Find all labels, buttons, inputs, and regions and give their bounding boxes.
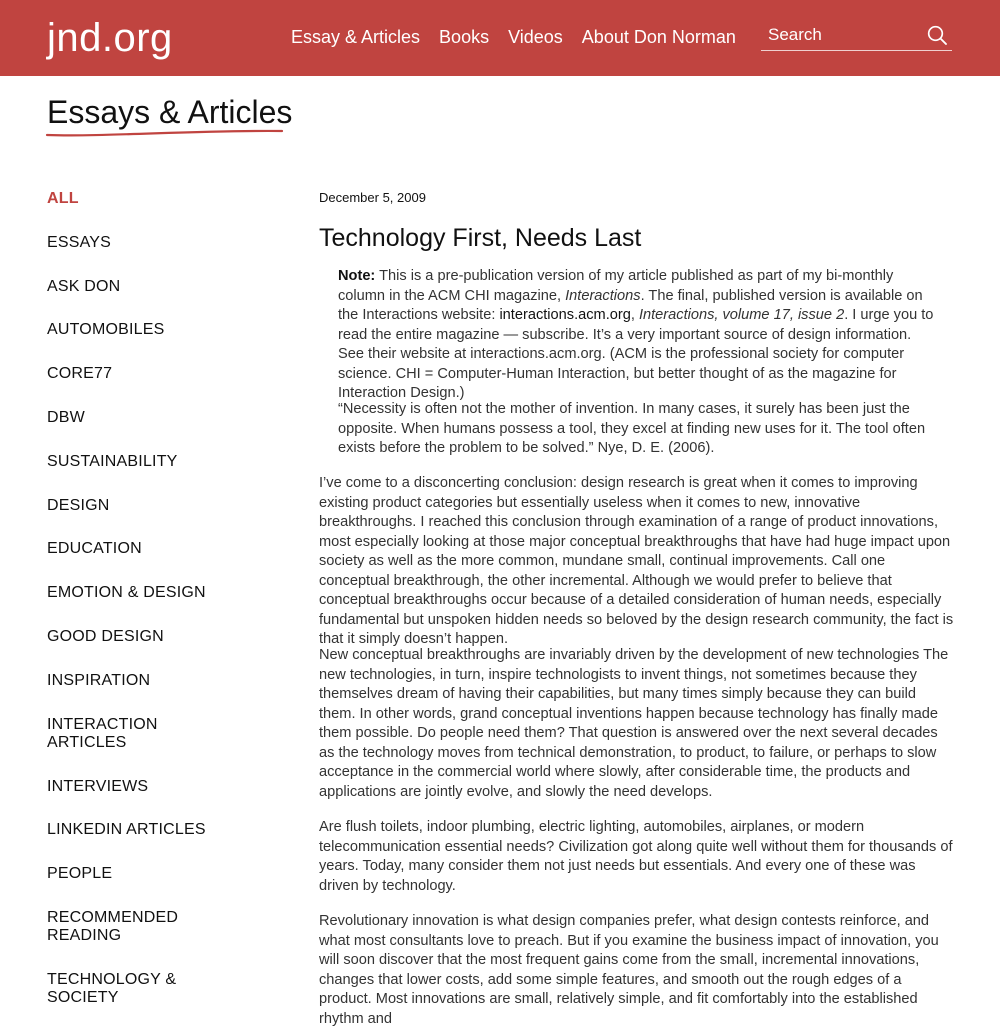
issue-reference: Interactions, volume 17, issue 2 xyxy=(638,307,845,323)
sidebar-item-label: INTERACTION xyxy=(47,715,158,733)
title-underline xyxy=(45,126,285,140)
search-input[interactable] xyxy=(768,21,918,49)
sidebar-item-education[interactable] xyxy=(47,540,142,558)
interactions-link[interactable]: interactions.acm.org xyxy=(499,307,631,323)
search-icon[interactable] xyxy=(926,24,948,46)
sidebar-item-good-design[interactable] xyxy=(47,628,164,646)
sidebar-item-essays[interactable] xyxy=(47,234,111,252)
sidebar-item-emotion-and-design[interactable] xyxy=(47,584,206,602)
sidebar-item-core77[interactable] xyxy=(47,365,112,383)
article-paragraph: New conceptual breakthroughs are invariably driven by the development of new technologies The new technologies, in turn, inspire technologists to invent things, not sometimes because they themselves dream of having their capabilities, but many times simply because they can build them. In other words, grand conceptual inventions happen because technology has finally made them possible. Do people need them? That question is answered over the next several decades as the technology moves from technical demonstration, to product, to failure, or perhaps to slow acceptance in the commercial world where slowly, after considerable time, the products and applications are jointly evolve, and slowly the need develops. xyxy=(319,647,949,800)
site-logo[interactable]: jnd.org xyxy=(47,16,173,60)
sidebar-item-label: DBW xyxy=(47,409,85,426)
article-title: Technology First, Needs Last xyxy=(319,224,642,252)
nav-books[interactable]: Books xyxy=(439,27,490,47)
sidebar-item-ask-don[interactable] xyxy=(47,278,120,296)
sidebar-item-label: READING xyxy=(47,927,122,944)
sidebar-item-technology-and-society[interactable] xyxy=(47,971,176,1007)
sidebar-item-interviews[interactable] xyxy=(47,778,148,796)
page-title: Essays & Articles xyxy=(47,94,293,130)
article-date: December 5, 2009 xyxy=(319,190,426,205)
note-text: This is a pre-publication version of my article published as part of my bi-monthly column in the ACM CHI magazine, xyxy=(338,268,894,304)
nav-videos[interactable]: Videos xyxy=(508,27,563,47)
search-box xyxy=(761,21,952,51)
sidebar-item-label: RECOMMENDED xyxy=(47,909,179,926)
sidebar-item-all[interactable] xyxy=(47,190,79,208)
site-header xyxy=(0,0,1000,76)
nav-about[interactable]: About Don Norman xyxy=(581,27,736,47)
note-text: . The final, published version is available on the Interactions website: xyxy=(338,287,923,323)
main-nav xyxy=(291,24,736,50)
article-paragraph: I’ve come to a disconcerting conclusion: design research is great when it comes to improving existing product categories but essentially useless when it comes to new, innovative breakthroughs. I reached this conclusion through examination of a range of product innovations, most especially looking at those major conceptual breakthroughs that have had huge impact upon society as well as the more common, mundane small, continual improvements. Call one conceptual breakthrough, the other incremental. Although we would prefer to believe that conceptual breakthroughs occur because of a detailed consideration of human needs, especially fundamental but unspoken hidden needs so beloved by the design research community, the fact is that it simply doesn’t happen. xyxy=(319,475,954,647)
note-text: . I urge you to read the entire magazine — subscribe. It’s a very important source of design information. See their website at interactions.acm.org. (ACM is the professional society for computer science. CHI = Computer-Human Interaction, but better thought of as the magazine for Interaction Design.) xyxy=(338,307,934,401)
article-paragraph: Are flush toilets, indoor plumbing, electric lighting, automobiles, airplanes, or modern telecommunication essential needs? Civilization got along quite well without them for thousands of years. Today, many consider them not just needs but essentials. And every one of these was driven by technology. xyxy=(319,819,953,894)
sidebar-item-label: DESIGN xyxy=(47,496,110,514)
sidebar-item-label: AUTOMOBILES xyxy=(47,321,165,339)
sidebar-item-automobiles[interactable] xyxy=(47,321,165,339)
sidebar-item-dbw[interactable] xyxy=(47,409,85,427)
magazine-name: Interactions xyxy=(565,287,641,304)
sidebar-item-label: ASK DON xyxy=(47,277,121,295)
sidebar-item-design[interactable] xyxy=(47,497,110,515)
sidebar-item-people[interactable] xyxy=(47,865,112,883)
sidebar-item-label: INTERVIEWS xyxy=(47,777,149,795)
sidebar-item-label: TECHNOLOGY & xyxy=(47,971,177,988)
sidebar-item-label: ARTICLES xyxy=(47,733,127,751)
nav-essays-articles[interactable]: Essay & Articles xyxy=(291,27,421,47)
epigraph-quote: “Necessity is often not the mother of invention. In many cases, it surely has been just the opposite. When humans possess a tool, they excel at finding new uses for it. The tool often exists before the problem to be solved.” Nye, D. E. (2006). xyxy=(338,401,926,456)
sidebar-item-label: EDUCATION xyxy=(47,540,142,558)
sidebar-item-label: SOCIETY xyxy=(47,989,119,1006)
article-paragraph: Revolutionary innovation is what design companies prefer, what design contests reinforce, and what most consultants love to preach. But if you examine the business impact of innovation, you will soon discover that the most frequent gains come from the small, incremental innovations, changes that lower costs, add some simple features, and smooth out the rough edges of a product. Most innovations are small, relatively simple, and fit comfortably into the established rhythm and xyxy=(319,913,939,1027)
sidebar-item-label: GOOD DESIGN xyxy=(47,628,164,645)
sidebar-item-sustainability[interactable] xyxy=(47,453,178,471)
sidebar-item-label: EMOTION & DESIGN xyxy=(47,584,206,602)
sidebar-item-label: LINKEDIN ARTICLES xyxy=(47,821,206,839)
sidebar-item-linkedin-articles[interactable] xyxy=(47,821,206,839)
sidebar-item-inspiration[interactable] xyxy=(47,672,150,690)
note-text: , xyxy=(630,307,639,323)
publication-note xyxy=(338,267,938,404)
sidebar-item-label: CORE77 xyxy=(47,365,113,383)
note-label: Note: xyxy=(338,268,376,284)
sidebar-item-label: ALL xyxy=(47,190,79,207)
sidebar-item-recommended-reading[interactable] xyxy=(47,909,178,945)
sidebar-item-label: SUSTAINABILITY xyxy=(47,452,178,470)
sidebar-item-interaction-articles[interactable] xyxy=(47,716,158,752)
sidebar-item-label: PEOPLE xyxy=(47,865,113,883)
sidebar-item-label: ESSAYS xyxy=(47,233,112,251)
sidebar-item-label: INSPIRATION xyxy=(47,671,151,689)
